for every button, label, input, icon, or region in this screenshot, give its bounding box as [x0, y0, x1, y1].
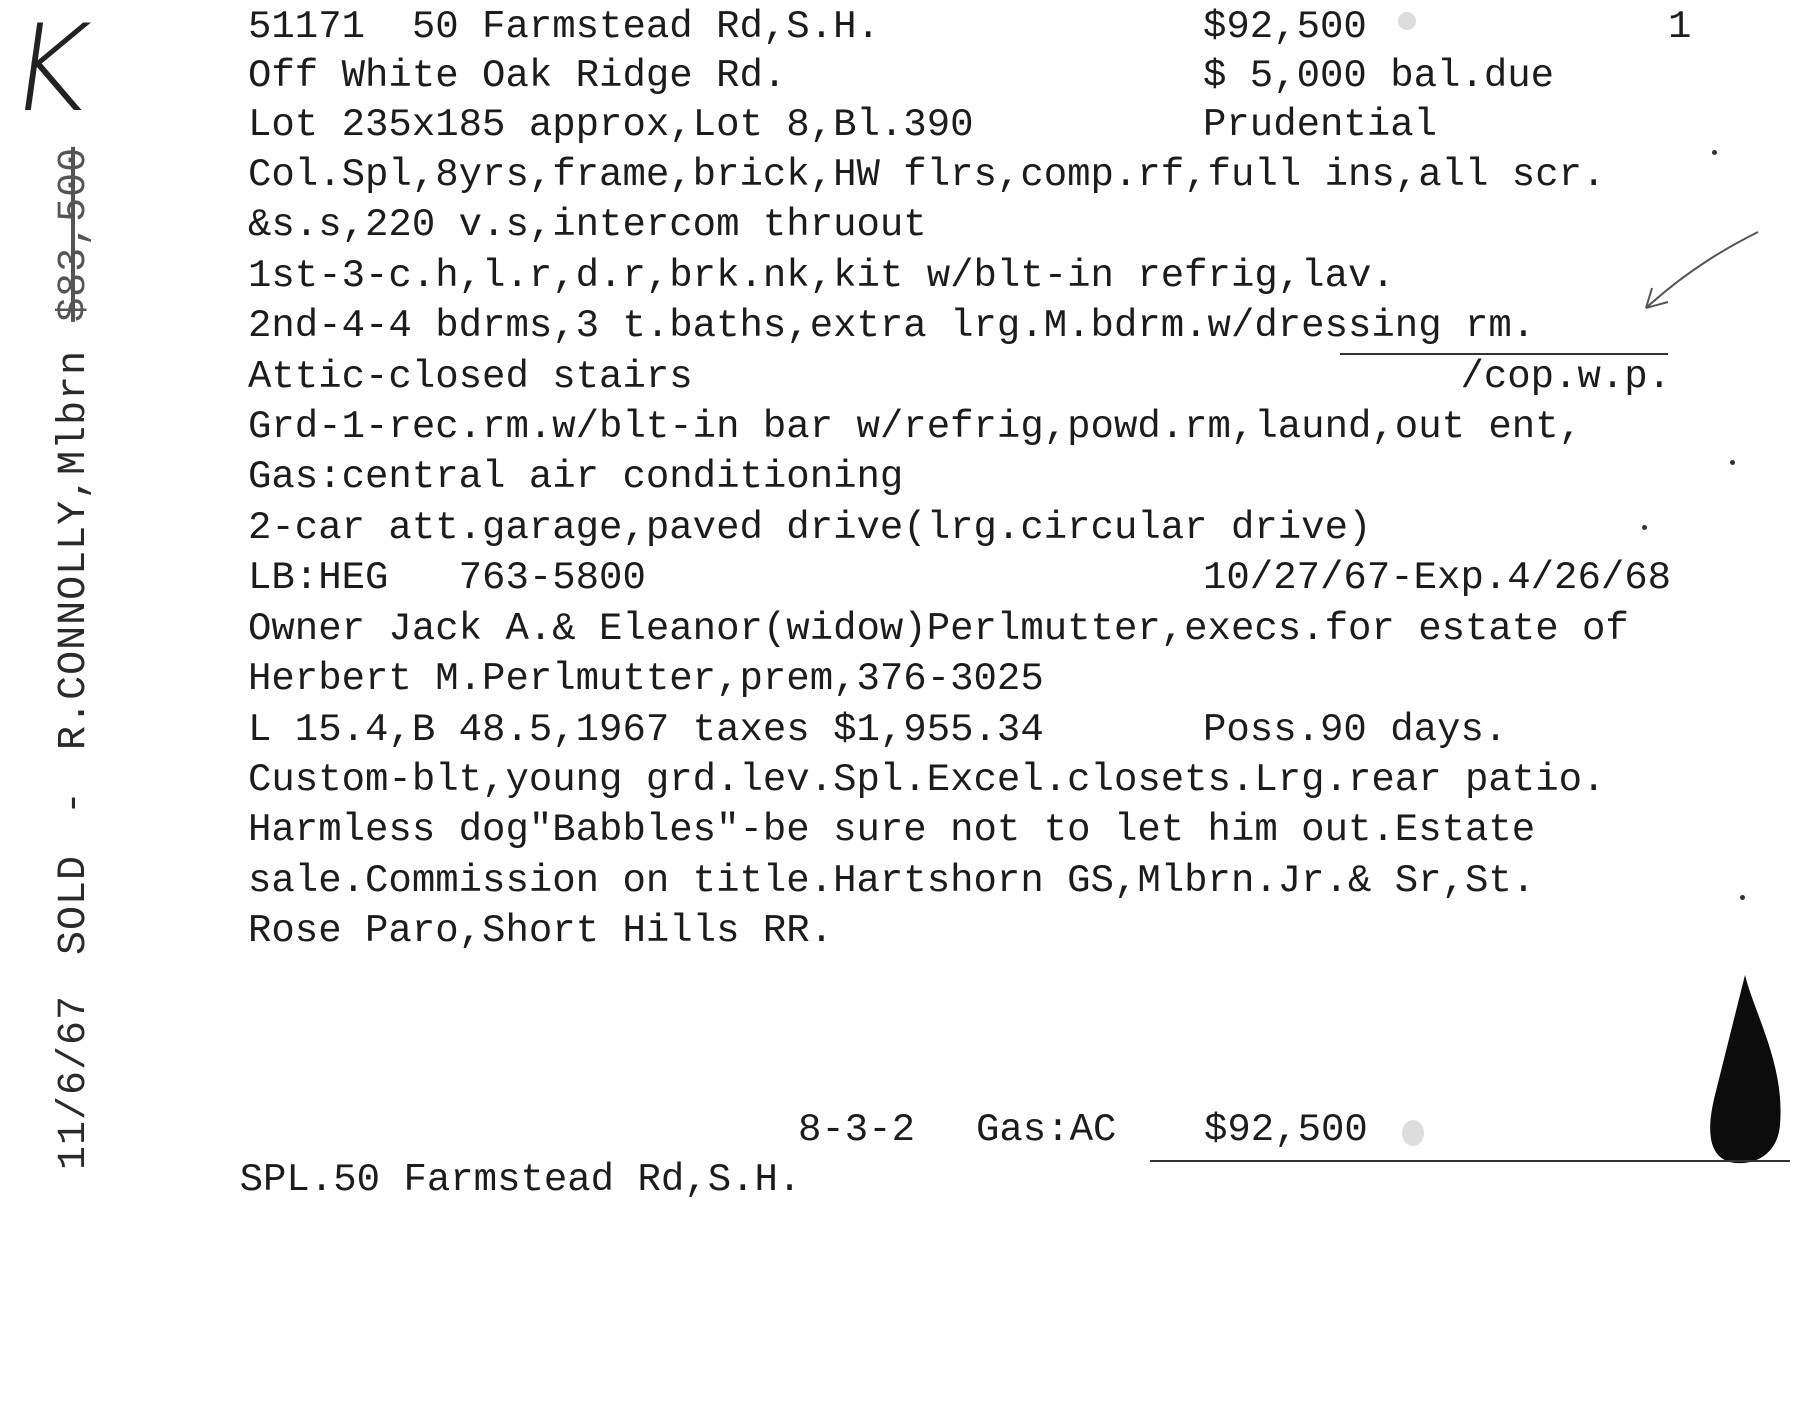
asking-price: $92,500 [1203, 5, 1367, 49]
utility-details: &s.s,220 v.s,intercom thruout [248, 203, 927, 247]
footer-price: $92,500 [1204, 1108, 1368, 1152]
sold-status: SOLD [52, 854, 97, 955]
smudge-mark [1398, 12, 1416, 30]
listing-dates: 10/27/67-Exp.4/26/68 [1203, 556, 1672, 600]
remarks: Rose Paro,Short Hills RR. [248, 909, 834, 953]
bottom-rule [1150, 1160, 1790, 1162]
footer-rooms: 8-3-2 [798, 1108, 916, 1152]
listing-line [248, 51, 1555, 101]
sold-dash: - [52, 789, 97, 815]
speck-mark [1740, 895, 1745, 900]
card-number: 1 [1668, 5, 1692, 49]
ink-blot [1700, 975, 1790, 1165]
speck-mark [1730, 460, 1735, 465]
listing-line [248, 553, 1672, 603]
ground-floor: Grd-1-rec.rm.w/blt-in bar w/refrig,powd.rm,laund,out ent, [248, 405, 1583, 449]
listing-line [248, 301, 1536, 351]
handwritten-k-mark: K [0, 0, 99, 139]
remarks: Harmless dog"Babbles"-be sure not to let him out.Estate [248, 808, 1536, 852]
remarks: Custom-blt,young grd.lev.Spl.Excel.closets.Lrg.rear patio. [248, 758, 1606, 802]
footer-address: SPL.50 Farmstead Rd,S.H. [239, 1158, 802, 1202]
garage: 2-car att.garage,paved drive(lrg.circular drive) [248, 506, 1372, 550]
handwritten-insert: /cop.w.p. [1203, 355, 1672, 399]
footer-gas: Gas:AC [976, 1108, 1117, 1152]
possession: Poss.90 days. [1203, 708, 1508, 752]
first-floor: 1st-3-c.h,l.r,d.r,brk.nk,kit w/blt-in refrig,lav. [248, 254, 1395, 298]
index-footer [146, 1105, 1368, 1202]
handwritten-arrow-icon [1640, 228, 1760, 318]
speck-mark [1642, 525, 1647, 530]
cross-street: Off White Oak Ridge Rd. [248, 54, 787, 98]
taxes: L 15.4,B 48.5,1967 taxes $1,955.34 [248, 708, 1044, 752]
owner: Owner Jack A.& Eleanor(widow)Perlmutter,execs.for estate of [248, 607, 1629, 651]
listing-line [248, 100, 1438, 150]
listing-line [248, 2, 1692, 52]
owner-contact: Herbert M.Perlmutter,prem,376-3025 [248, 657, 1044, 701]
balance-due: $ 5,000 bal.due [1203, 54, 1555, 98]
listing-number-address: 51171 50 Farmstead Rd,S.H. [248, 5, 880, 49]
heating: Gas:central air conditioning [248, 455, 904, 499]
sold-annotation [52, 147, 97, 1170]
sold-price: $83,500 [52, 146, 97, 322]
lot-info: Lot 235x185 approx,Lot 8,Bl.390 [248, 103, 974, 147]
speck-mark [1712, 150, 1717, 155]
sold-agent: R.CONNOLLY,Mlbrn [52, 349, 97, 750]
underline-mark [1340, 353, 1668, 355]
remarks: sale.Commission on title.Hartshorn GS,Mlbrn.Jr.& Sr,St. [248, 859, 1536, 903]
smudge-mark [1402, 1120, 1424, 1146]
second-floor: 2nd-4-4 bdrms,3 t.baths,extra lrg.M.bdrm.w/dressing rm. [248, 304, 1536, 348]
construction-details: Col.Spl,8yrs,frame,brick,HW flrs,comp.rf,full ins,all scr. [248, 153, 1606, 197]
listing-line [248, 352, 1672, 402]
listing-line [248, 705, 1508, 755]
sold-date: 11/6/67 [52, 994, 97, 1170]
mortgage-holder: Prudential [1203, 103, 1438, 147]
attic: Attic-closed stairs [248, 355, 693, 399]
listing-broker: LB:HEG 763-5800 [248, 556, 646, 600]
